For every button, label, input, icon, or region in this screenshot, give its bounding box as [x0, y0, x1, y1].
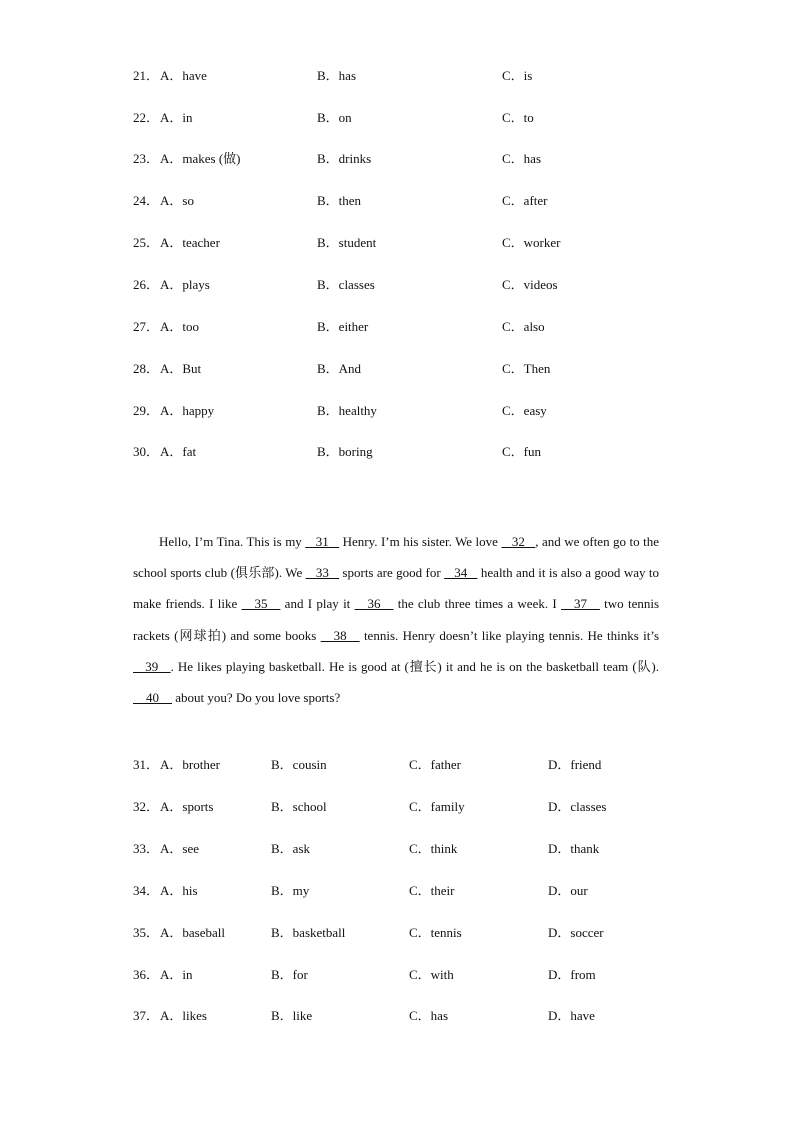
option-c: C．videos: [502, 277, 558, 292]
option-c: C．fun: [502, 444, 542, 459]
option-a: A．teacher: [160, 235, 220, 250]
option-d: D．from: [548, 967, 596, 982]
passage-text: two tennis rackets (网球拍) and some books: [133, 596, 660, 643]
option-b: B．boring: [317, 444, 373, 459]
option-c: C．think: [409, 841, 458, 856]
blank-38: 38: [320, 627, 360, 643]
question-number: 32．: [133, 799, 160, 814]
blank-35: 35: [241, 596, 281, 612]
option-c: C．to: [502, 110, 534, 125]
option-d: D．friend: [548, 757, 602, 772]
option-b: B．either: [317, 319, 369, 334]
option-b: B．like: [271, 1008, 313, 1023]
blank-36: 36: [354, 596, 394, 612]
passage-text: , and we often go to the school sports club (俱乐部). We: [133, 534, 659, 581]
option-c: C．their: [409, 883, 455, 898]
passage-text: . He likes playing basketball. He is good at (擅长) it and he is on the basketball team (队).: [170, 658, 659, 674]
blank-31: 31: [305, 534, 340, 549]
option-c: C．has: [502, 151, 542, 166]
question-number: 33．: [133, 841, 160, 856]
passage-text: tennis. Henry doesn’t like playing tennis. He thinks it’s: [359, 627, 659, 643]
option-a: A．fat: [160, 444, 197, 459]
passage-text: about you? Do you love sports?: [172, 690, 341, 706]
passage-text: sports are good for: [339, 565, 445, 581]
option-a: A．likes: [160, 1008, 207, 1023]
option-b: B．my: [271, 883, 310, 898]
question-number: 24．: [133, 193, 160, 208]
option-a: A．in: [160, 110, 193, 125]
question-number: 21．: [133, 68, 160, 83]
option-d: D．thank: [548, 841, 600, 856]
blank-40: 40: [133, 690, 172, 706]
option-c: C．family: [409, 799, 465, 814]
option-c: C．Then: [502, 361, 551, 376]
passage-text: and I play it: [280, 596, 355, 612]
question-number: 28．: [133, 361, 160, 376]
option-a: A．plays: [160, 277, 210, 292]
question-number: 30．: [133, 444, 160, 459]
option-a: A．his: [160, 883, 198, 898]
option-d: D．soccer: [548, 925, 604, 940]
cloze-passage: [133, 526, 659, 713]
option-c: C．tennis: [409, 925, 462, 940]
question-number: 26．: [133, 277, 160, 292]
option-a: A．But: [160, 361, 202, 376]
option-c: C．after: [502, 193, 548, 208]
option-c: C．has: [409, 1008, 449, 1023]
question-number: 34．: [133, 883, 160, 898]
option-a: A．happy: [160, 403, 215, 418]
blank-32: 32: [501, 534, 536, 549]
option-b: B．school: [271, 799, 327, 814]
option-d: D．our: [548, 883, 588, 898]
option-a: A．in: [160, 967, 193, 982]
option-b: B．basketball: [271, 925, 346, 940]
option-c: C．is: [502, 68, 533, 83]
option-b: B．for: [271, 967, 308, 982]
passage-text: health and it is also a good way to make friends. I like: [133, 565, 659, 612]
option-c: C．father: [409, 757, 461, 772]
option-b: B．ask: [271, 841, 311, 856]
option-b: B．drinks: [317, 151, 372, 166]
option-b: B．cousin: [271, 757, 327, 772]
passage-text: Hello, I’m Tina. This is my: [159, 534, 306, 549]
option-b: B．classes: [317, 277, 375, 292]
question-number: 22．: [133, 110, 160, 125]
option-b: B．then: [317, 193, 362, 208]
option-c: C．easy: [502, 403, 547, 418]
option-a: A．baseball: [160, 925, 225, 940]
passage-text: Henry. I’m his sister. We love: [339, 534, 502, 549]
option-b: B．has: [317, 68, 357, 83]
option-b: B．And: [317, 361, 362, 376]
option-d: D．have: [548, 1008, 595, 1023]
option-d: D．classes: [548, 799, 607, 814]
question-number: 29．: [133, 403, 160, 418]
option-a: A．so: [160, 193, 194, 208]
blank-34: 34: [444, 565, 478, 581]
option-a: A．brother: [160, 757, 220, 772]
option-a: A．too: [160, 319, 200, 334]
blank-33: 33: [305, 565, 340, 581]
blank-37: 37: [561, 596, 600, 612]
question-number: 37．: [133, 1008, 160, 1023]
option-c: C．with: [409, 967, 454, 982]
option-b: B．on: [317, 110, 352, 125]
passage-text: the club three times a week. I: [393, 596, 562, 612]
question-number: 27．: [133, 319, 160, 334]
option-a: A．see: [160, 841, 199, 856]
option-b: B．student: [317, 235, 377, 250]
option-a: A．sports: [160, 799, 214, 814]
question-number: 23．: [133, 151, 160, 166]
option-a: A．have: [160, 68, 207, 83]
blank-39: 39: [133, 658, 171, 674]
question-number: 35．: [133, 925, 160, 940]
option-b: B．healthy: [317, 403, 377, 418]
question-number: 25．: [133, 235, 160, 250]
question-number: 31．: [133, 757, 160, 772]
question-number: 36．: [133, 967, 160, 982]
option-c: C．worker: [502, 235, 561, 250]
option-a: A．makes (做): [160, 151, 241, 166]
option-c: C．also: [502, 319, 545, 334]
